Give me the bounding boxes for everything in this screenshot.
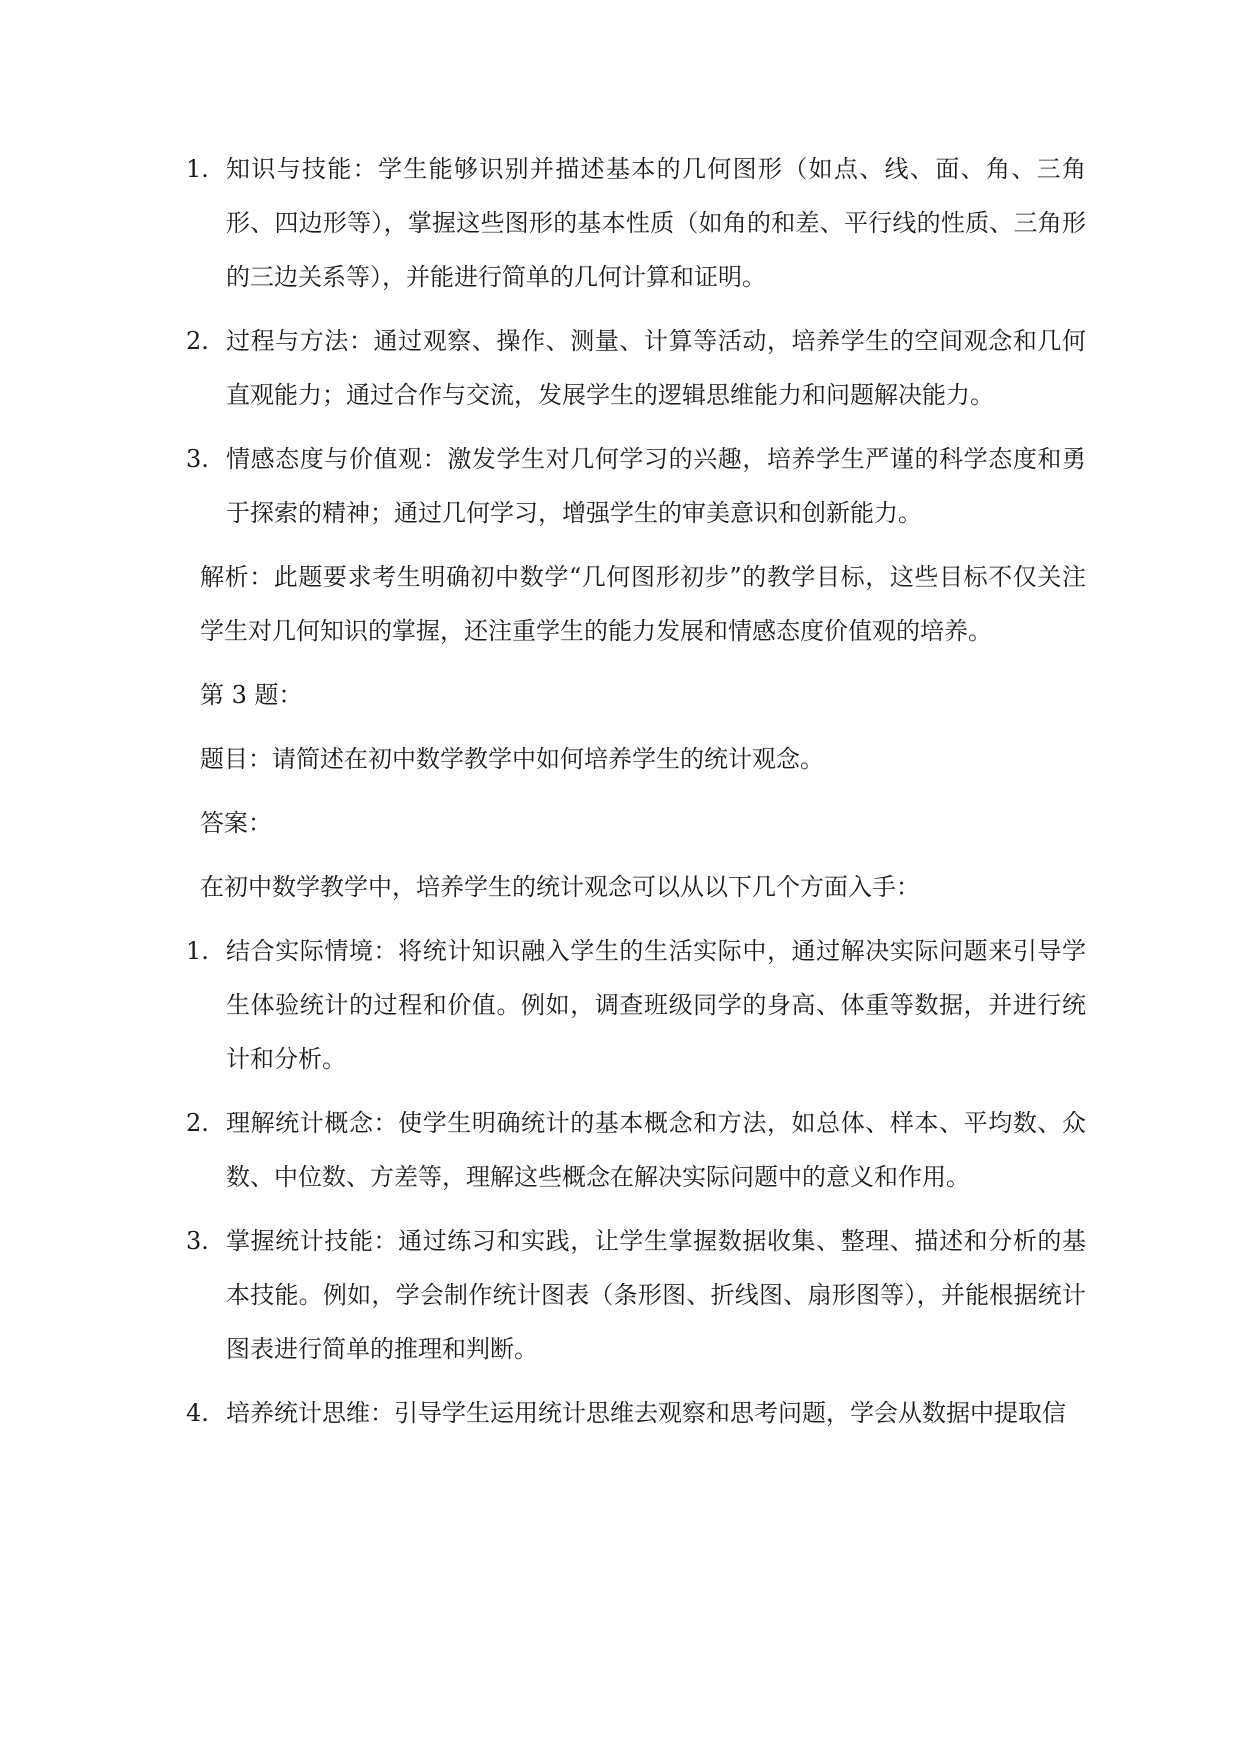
item-label: 知识与技能 bbox=[226, 155, 353, 183]
item-label: 结合实际情境 bbox=[226, 937, 374, 965]
analysis-paragraph: 解析：此题要求考生明确初中数学“几何图形初步”的教学目标，这些目标不仅关注学生对几何知识的掌握，还注重学生的能力发展和情感态度价值观的培养。 bbox=[200, 563, 1086, 645]
item-label: 掌握统计技能 bbox=[226, 1227, 374, 1255]
item-text: 激发学生对几何学习的兴趣，培养学生严谨的科学态度和勇于探索的精神；通过几何学习，增强学生的审美意识和创新能力。 bbox=[226, 445, 1087, 527]
answer-item-4: 4. 培养统计思维：引导学生运用统计思维去观察和思考问题，学会从数据中提取信 bbox=[226, 1386, 1086, 1440]
item-label: 理解统计概念 bbox=[226, 1109, 374, 1137]
item-text: 将统计知识融入学生的生活实际中，通过解决实际问题来引导学生体验统计的过程和价值。例如，调查班级同学的身高、体重等数据，并进行统计和分析。 bbox=[226, 937, 1087, 1073]
item-text: 使学生明确统计的基本概念和方法，如总体、样本、平均数、众数、中位数、方差等，理解这些概念在解决实际问题中的意义和作用。 bbox=[226, 1109, 1087, 1191]
answer-item-2: 2. 理解统计概念：使学生明确统计的基本概念和方法，如总体、样本、平均数、众数、中位数、方差等，理解这些概念在解决实际问题中的意义和作用。 bbox=[226, 1096, 1086, 1204]
objective-item-1: 1. 知识与技能：学生能够识别并描述基本的几何图形（如点、线、面、角、三角形、四边形等），掌握这些图形的基本性质（如角的和差、平行线的性质、三角形的三边关系等），并能进行简单的几何计算和证明。 bbox=[226, 142, 1086, 304]
item-number: 3. bbox=[186, 445, 209, 473]
answer-label: 答案： bbox=[200, 809, 272, 837]
item-label: 过程与方法 bbox=[226, 327, 349, 355]
item-text: 通过观察、操作、测量、计算等活动，培养学生的空间观念和几何直观能力；通过合作与交流，发展学生的逻辑思维能力和问题解决能力。 bbox=[226, 327, 1087, 409]
item-label: 培养统计思维 bbox=[226, 1399, 370, 1427]
item-number: 2. bbox=[186, 1109, 209, 1137]
item-text: 通过练习和实践，让学生掌握数据收集、整理、描述和分析的基本技能。例如，学会制作统计图表（条形图、折线图、扇形图等），并能根据统计图表进行简单的推理和判断。 bbox=[226, 1227, 1087, 1363]
answer-item-1: 1. 结合实际情境：将统计知识融入学生的生活实际中，通过解决实际问题来引导学生体验统计的过程和价值。例如，调查班级同学的身高、体重等数据，并进行统计和分析。 bbox=[226, 924, 1086, 1086]
answer-item-3: 3. 掌握统计技能：通过练习和实践，让学生掌握数据收集、整理、描述和分析的基本技能。例如，学会制作统计图表（条形图、折线图、扇形图等），并能根据统计图表进行简单的推理和判断。 bbox=[226, 1214, 1086, 1376]
objective-item-2: 2. 过程与方法：通过观察、操作、测量、计算等活动，培养学生的空间观念和几何直观能力；通过合作与交流，发展学生的逻辑思维能力和问题解决能力。 bbox=[226, 314, 1086, 422]
question-text: 题目：请简述在初中数学教学中如何培养学生的统计观念。 bbox=[200, 745, 824, 773]
item-text: 学生能够识别并描述基本的几何图形（如点、线、面、角、三角形、四边形等），掌握这些图形的基本性质（如角的和差、平行线的性质、三角形的三边关系等），并能进行简单的几何计算和证明。 bbox=[226, 155, 1087, 291]
item-label: 情感态度与价值观 bbox=[226, 445, 423, 473]
objective-item-3: 3. 情感态度与价值观：激发学生对几何学习的兴趣，培养学生严谨的科学态度和勇于探索的精神；通过几何学习，增强学生的审美意识和创新能力。 bbox=[226, 432, 1086, 540]
item-number: 1. bbox=[186, 937, 209, 965]
item-number: 3. bbox=[186, 1227, 209, 1255]
question-heading: 第 3 题： bbox=[200, 681, 303, 709]
item-number: 1. bbox=[186, 155, 209, 183]
item-text: 引导学生运用统计思维去观察和思考问题，学会从数据中提取信 bbox=[394, 1399, 1066, 1427]
answer-intro: 在初中数学教学中，培养学生的统计观念可以从以下几个方面入手： bbox=[200, 873, 920, 901]
item-number: 2. bbox=[186, 327, 209, 355]
item-number: 4. bbox=[186, 1399, 209, 1427]
